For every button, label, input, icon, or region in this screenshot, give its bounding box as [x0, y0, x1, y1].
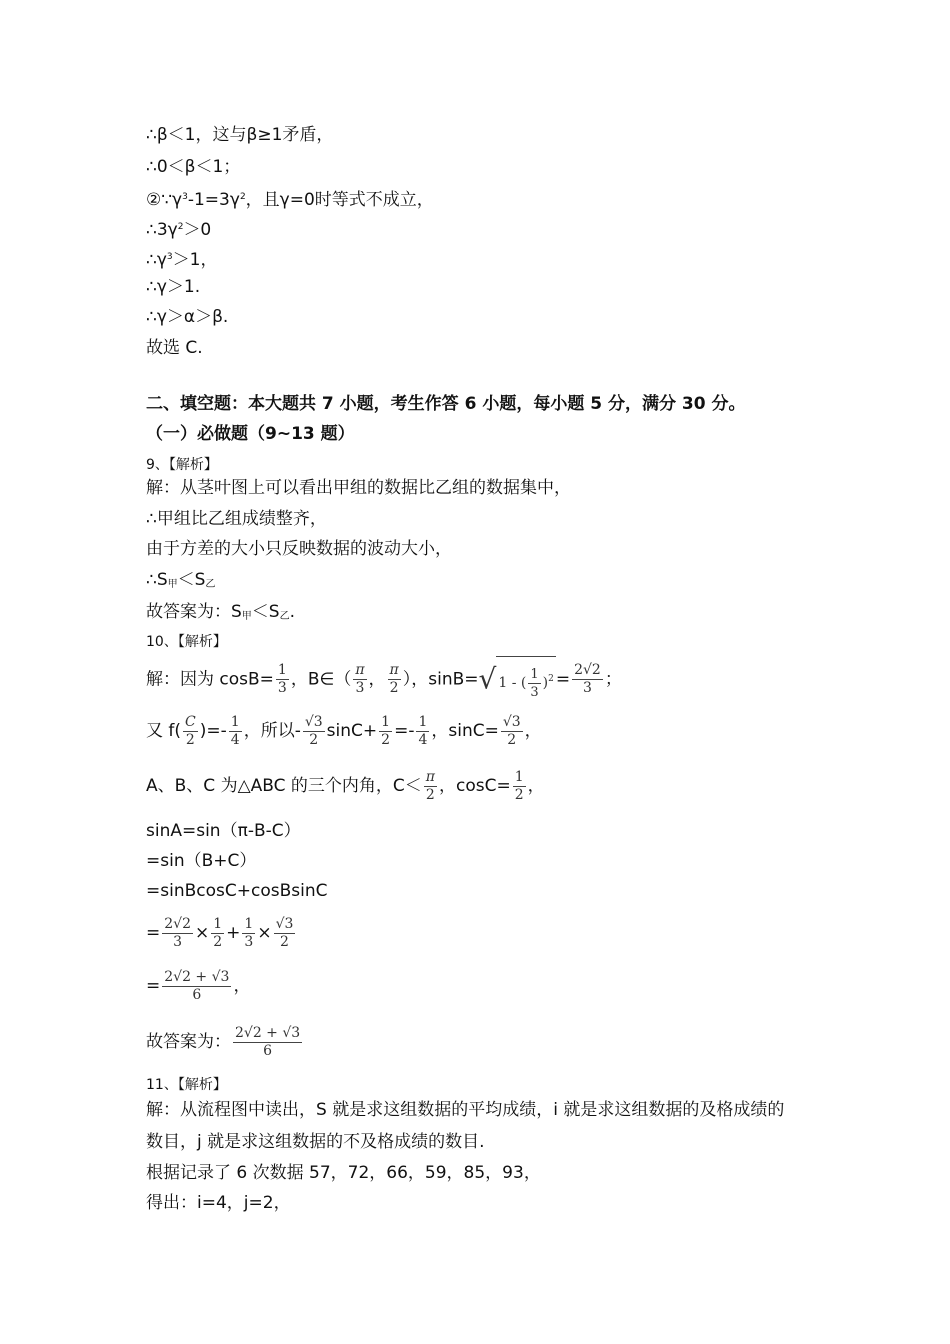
fraction: $\frac{1}{4}$ [418, 713, 428, 748]
text: 又 f( [146, 721, 182, 741]
subscript: 甲 [167, 579, 178, 590]
superscript: 3 [166, 252, 173, 262]
text: ），sinB= [402, 669, 479, 690]
q11-line-3: 根据记录了 6 次数据 57，72，66，59，85，93， [146, 1163, 541, 1183]
text: 故选 C. [146, 338, 203, 358]
superscript: 2 [177, 222, 184, 232]
text: ∴0＜β＜1； [146, 157, 241, 177]
text: ∴γ＞α＞β. [146, 307, 229, 327]
subscript: 乙 [279, 611, 290, 622]
fraction: $\frac{√3}{2}$ [275, 915, 294, 950]
text: ； [604, 669, 622, 690]
text: 故答案为： [146, 1032, 231, 1052]
text: = [146, 976, 161, 996]
text: 解：因为 cosB= [146, 669, 274, 690]
fraction: $\frac{1}{3}$ [244, 915, 254, 950]
text: + [226, 923, 241, 943]
fraction: $\frac{1}{4}$ [230, 713, 240, 748]
fraction: $\frac{1}{3}$ [277, 662, 287, 696]
sqrt-expression: √ 1 - ( $\frac{1}{3}$ )$^2$ [479, 656, 556, 703]
text: ＞0 [183, 220, 212, 240]
q10-result [146, 966, 250, 1006]
q11-line-1: 解：从流程图中读出，S 就是求这组数据的平均成绩，i 就是求这组数据的及格成绩的 [146, 1100, 785, 1120]
text: ②∵γ [146, 190, 183, 210]
text: )= [199, 721, 221, 741]
text: × [195, 923, 210, 943]
q9-answer [146, 601, 295, 628]
q10-expand: =sinBcosC+cosBsinC [146, 881, 328, 901]
text: ， [524, 721, 542, 741]
fraction: $\frac{C}{2}$ [185, 713, 196, 748]
fraction: $\frac{√3}{2}$ [304, 713, 323, 748]
text: ，sinC= [431, 721, 499, 741]
text: ， [233, 976, 251, 996]
q11-line-4: 得出：i=4，j=2， [146, 1193, 291, 1213]
text: ， [368, 669, 386, 690]
q10-line-2 [146, 711, 542, 751]
line-gamma-equation [146, 186, 434, 211]
text: A、B、C 为△ABC 的三个内角，C＜ [146, 776, 422, 796]
fraction: $\frac{2√2 + √3}{6}$ [164, 968, 230, 1003]
fraction: $\frac{1}{2}$ [381, 713, 391, 748]
q10-line-1 [146, 656, 622, 703]
line-3gamma2-positive [146, 216, 211, 241]
text: - [294, 721, 301, 741]
fraction: $\frac{2√2 + √3}{6}$ [235, 1024, 301, 1059]
subscript: 乙 [205, 579, 216, 590]
q9-line-1: 解：从茎叶图上可以看出甲组的数据比乙组的数据集中， [146, 478, 571, 498]
text: -1=3γ [187, 190, 240, 210]
fraction: $\frac{\pi}{2}$ [425, 768, 435, 803]
text: ∴β＜1，这与β≥1矛盾， [146, 125, 334, 145]
text: ＜S [177, 570, 206, 590]
q10-sinA: sinA=sin（π-B-C） [146, 821, 301, 841]
text: ，cosC= [438, 776, 511, 796]
subsection-title: （一）必做题（9~13 题） [146, 424, 355, 444]
text: ∴3γ [146, 220, 178, 240]
fraction: $\frac{2√2}{3}$ [574, 662, 601, 696]
text: - [408, 721, 415, 741]
text: . [289, 602, 295, 622]
q10-substitute [146, 913, 297, 953]
q10-header: 10、【解析】 [146, 634, 227, 650]
text: = [555, 669, 571, 690]
fraction: $\frac{\pi}{2}$ [389, 662, 399, 696]
q10-line-3 [146, 766, 545, 806]
fraction: $\frac{1}{2}$ [213, 915, 223, 950]
fraction: $\frac{√3}{2}$ [502, 713, 521, 748]
line-beta-range [146, 156, 240, 178]
text: ＞1， [172, 250, 218, 270]
superscript: 2 [239, 192, 246, 202]
text: 故答案为：S [146, 602, 242, 622]
q9-line-3: 由于方差的大小只反映数据的波动大小， [146, 539, 452, 559]
fraction: $\frac{\pi}{3}$ [355, 662, 365, 696]
q10-sinBC: =sin（B+C） [146, 851, 257, 871]
text: = [394, 721, 409, 741]
text: ∴S [146, 570, 168, 590]
line-order [146, 306, 228, 328]
subscript: 甲 [241, 611, 252, 622]
text: ，B∈（ [290, 669, 352, 690]
q11-header: 11、【解析】 [146, 1077, 227, 1093]
line-gamma3-gt1 [146, 246, 217, 271]
section-title: 二、填空题：本大题共 7 小题，考生作答 6 小题，每小题 5 分，满分 30 分。 [146, 394, 746, 414]
text: × [257, 923, 272, 943]
superscript: 3 [182, 192, 188, 202]
text: - [220, 721, 227, 741]
q10-answer [146, 1022, 304, 1062]
text: ，所以 [243, 721, 295, 741]
q9-line-4 [146, 569, 215, 596]
line-beta-contradiction [146, 124, 333, 146]
text: = [146, 923, 161, 943]
q9-header: 9、【解析】 [146, 457, 218, 473]
q9-line-2: ∴甲组比乙组成绩整齐， [146, 509, 327, 529]
fraction: $\frac{2√2}{3}$ [164, 915, 191, 950]
text: ，且γ=0时等式不成立， [245, 190, 434, 210]
text: ， [527, 776, 545, 796]
fraction: $\frac{1}{2}$ [514, 768, 524, 803]
q11-line-2: 数目，j 就是求这组数据的不及格成绩的数目. [146, 1132, 485, 1152]
line-choice [146, 337, 203, 359]
text: ＜S [251, 602, 280, 622]
text: ∴γ＞1. [146, 277, 201, 297]
line-gamma-gt1 [146, 276, 200, 298]
text: sinC+ [326, 721, 378, 741]
text: ∴γ [146, 250, 167, 270]
